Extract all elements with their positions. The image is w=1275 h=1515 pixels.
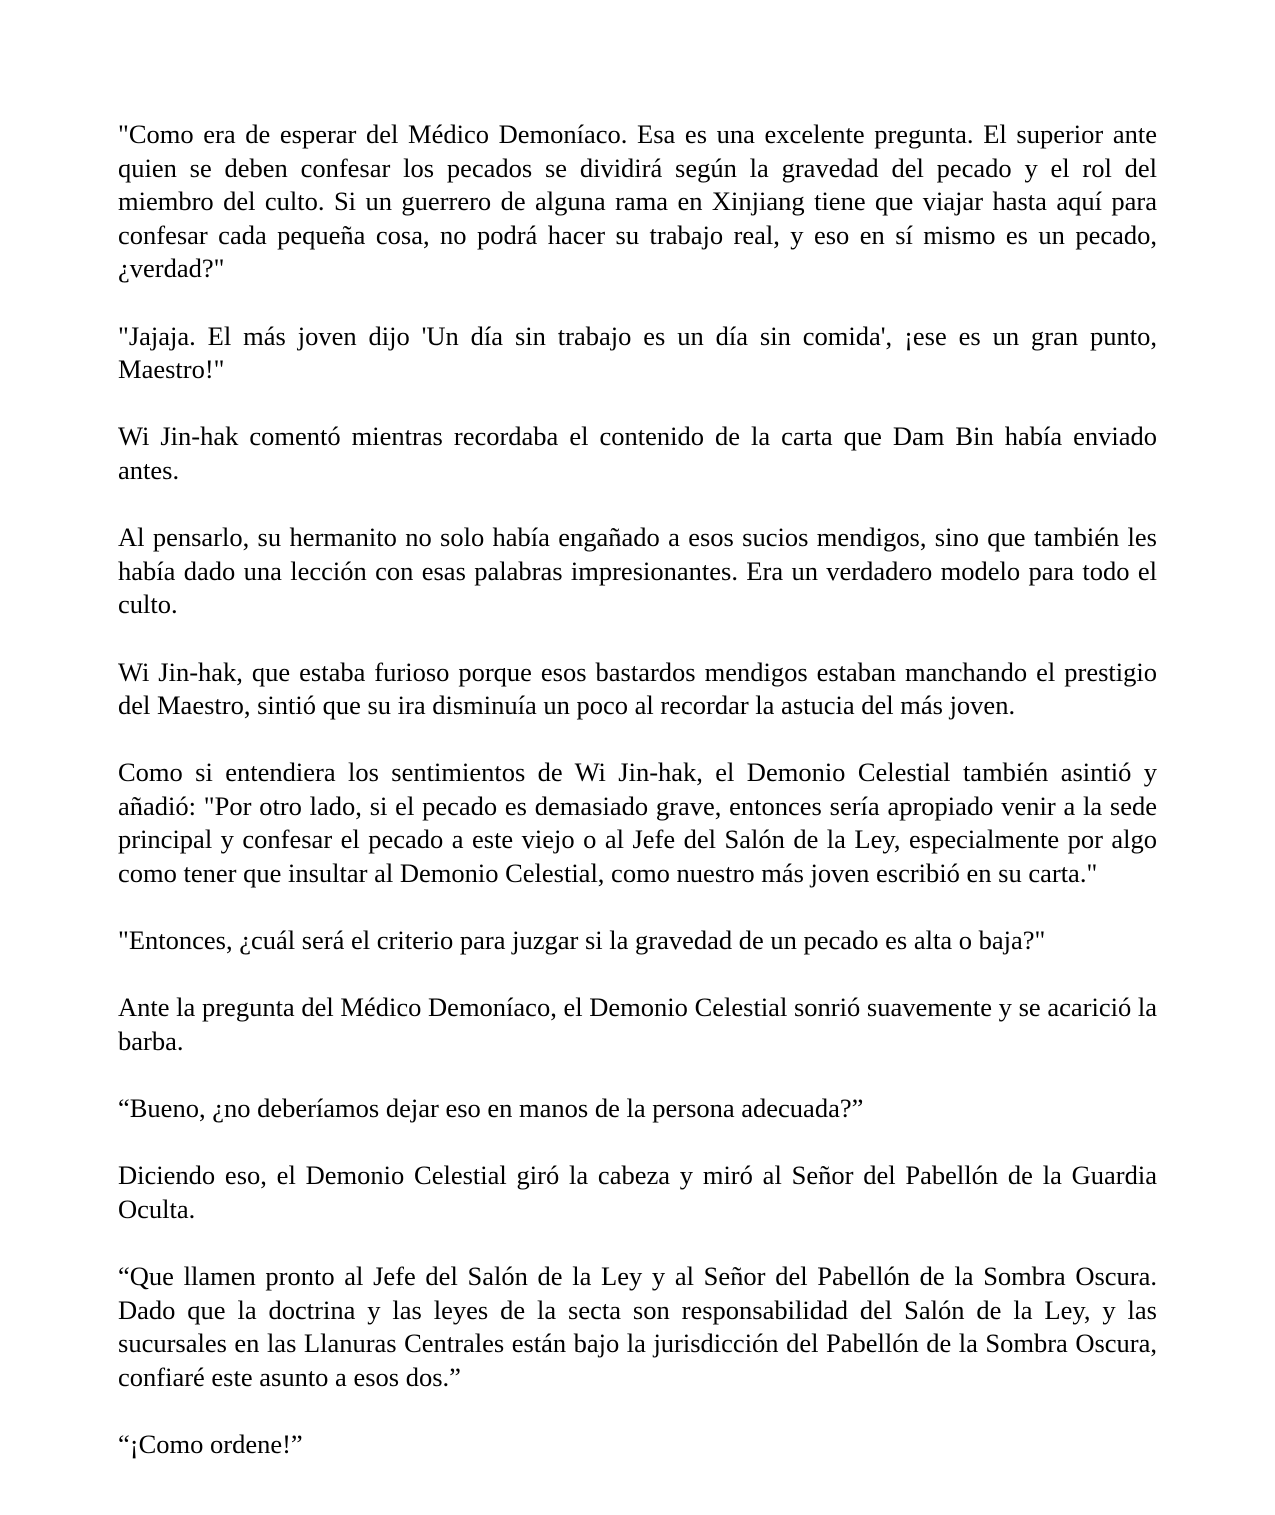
paragraph: Ante la pregunta del Médico Demoníaco, el Demonio Celestial sonrió suavemente y se acarició la barba.: [118, 992, 1157, 1057]
paragraph: “Que llamen pronto al Jefe del Salón de la Ley y al Señor del Pabellón de la Sombra Oscura. Dado que la doctrina y las leyes de la secta son responsabilidad del Salón de la Ley, y las sucursales en las Llanuras Centrales están bajo la jurisdicción del Pabellón de la Sombra Oscura, confiaré este asunto a esos dos.”: [118, 1261, 1157, 1392]
paragraph: Al pensarlo, su hermanito no solo había engañado a esos sucios mendigos, sino que también les había dado una lección con esas palabras impresionantes. Era un verdadero modelo para todo el culto.: [118, 522, 1157, 620]
paragraph: "Como era de esperar del Médico Demoníaco. Esa es una excelente pregunta. El superior ante quien se deben confesar los pecados se dividirá según la gravedad del pecado y el rol del miembro del culto. Si un guerrero de alguna rama en Xinjiang tiene que viajar hasta aquí para confesar cada pequeña cosa, no podrá hacer su trabajo real, y eso en sí mismo es un pecado, ¿verdad?": [118, 119, 1157, 284]
document-page: [118, 118, 1157, 1495]
paragraph: Como si entendiera los sentimientos de Wi Jin-hak, el Demonio Celestial también asintió y añadió: "Por otro lado, si el pecado es demasiado grave, entonces sería apropiado venir a la sede principal y confesar el pecado a este viejo o al Jefe del Salón de la Ley, especialmente por algo como tener que insultar al Demonio Celestial, como nuestro más joven escribió en su carta.": [118, 757, 1157, 889]
paragraph: "Entonces, ¿cuál será el criterio para juzgar si la gravedad de un pecado es alta o baja?": [118, 925, 1046, 956]
paragraph: Wi Jin-hak, que estaba furioso porque esos bastardos mendigos estaban manchando el prestigio del Maestro, sintió que su ira disminuía un poco al recordar la astucia del más joven.: [118, 656, 1157, 721]
paragraph: “¡Como ordene!”: [118, 1429, 303, 1460]
paragraph: "Jajaja. El más joven dijo 'Un día sin trabajo es un día sin comida', ¡ese es un gran punto, Maestro!": [118, 320, 1157, 385]
paragraph: Wi Jin-hak comentó mientras recordaba el contenido de la carta que Dam Bin había enviado antes.: [118, 421, 1157, 485]
paragraph: “Bueno, ¿no deberíamos dejar eso en manos de la persona adecuada?”: [118, 1093, 864, 1124]
paragraph: Diciendo eso, el Demonio Celestial giró la cabeza y miró al Señor del Pabellón de la Guardia Oculta.: [118, 1160, 1157, 1224]
